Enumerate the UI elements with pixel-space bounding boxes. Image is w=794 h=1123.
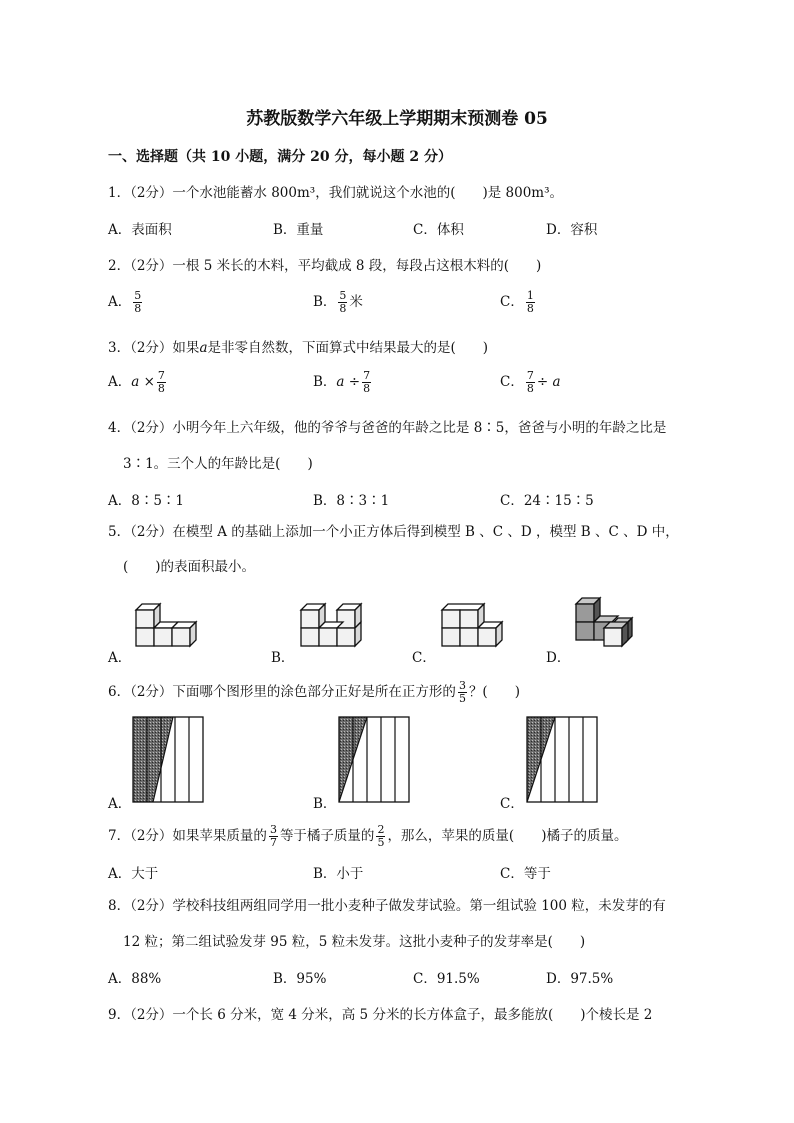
q3-option-c: C． $\frac{7}{8}$ ÷ a: [500, 369, 561, 395]
model-c-figure: [436, 600, 511, 660]
q7-option-c: C．等于: [500, 866, 551, 882]
square-b-figure: [338, 716, 410, 804]
fraction: $\frac{5}{8}$: [134, 289, 142, 315]
q7-option-b: B．小于: [313, 866, 364, 882]
fraction: $\frac{7}{8}$: [157, 369, 165, 395]
q3-option-a: A．a × $\frac{7}{8}$: [108, 369, 165, 395]
q1-option-b: B．重量: [273, 222, 324, 238]
fraction: $\frac{3}{7}$: [269, 823, 277, 849]
question-7: 7．（2分）如果苹果质量的 $\frac{3}{7}$ 等于橘子质量的 $\frac{2}{5}$ ，那么，苹果的质量( )橘子的质量。: [108, 823, 628, 849]
q2-option-c: C． $\frac{1}{8}$: [500, 289, 534, 315]
q1-option-c: C．体积: [413, 222, 464, 238]
question-1: 1．（2分）一个水池能蓄水 800m³，我们就说这个水池的( )是 800m³。: [108, 185, 564, 201]
fraction: $\frac{3}{5}$: [458, 679, 466, 705]
question-2: 2．（2分）一根 5 米长的木料，平均截成 8 段，每段占这根木料的( ): [108, 258, 542, 274]
q4-option-c: C．24∶15∶5: [500, 493, 594, 509]
q8-option-a: A．88%: [108, 971, 162, 987]
q4-option-a: A．8∶5∶1: [108, 493, 185, 509]
q3-option-b: B．a ÷ $\frac{7}{8}$: [313, 369, 371, 395]
model-b-figure: [295, 600, 370, 660]
model-d-figure: [570, 594, 650, 660]
q2-option-b: B． $\frac{5}{8}$ 米: [313, 289, 363, 315]
q2-option-a: A． $\frac{5}{8}$: [108, 289, 142, 315]
q8-option-d: D．97.5%: [546, 971, 614, 987]
question-5-line-2: ( )的表面积最小。: [123, 559, 256, 575]
fraction: $\frac{7}{8}$: [363, 369, 371, 395]
q4-option-b: B．8∶3∶1: [313, 493, 390, 509]
question-9-line-1: 9．（2分）一个长 6 分米，宽 4 分米，高 5 分米的长方体盒子，最多能放( )个棱长是 2: [108, 1007, 653, 1023]
q6-option-a: A．: [108, 796, 132, 812]
square-c-figure: [526, 716, 598, 804]
q7-option-a: A．大于: [108, 866, 159, 882]
q6-option-c: C．: [500, 796, 524, 812]
q5-option-c: C．: [412, 650, 436, 666]
question-4-line-2: 3∶1。三个人的年龄比是( ): [123, 456, 313, 472]
q1-option-a: A．表面积: [108, 222, 172, 238]
question-6: 6．（2分）下面哪个图形里的涂色部分正好是所在正方形的 $\frac{3}{5}$ ？( ): [108, 679, 520, 705]
q8-option-c: C．91.5%: [413, 971, 480, 987]
model-a-figure: [130, 602, 210, 660]
q5-option-a: A．: [108, 650, 132, 666]
fraction: $\frac{1}{8}$: [526, 289, 534, 315]
q5-option-d: D．: [546, 650, 571, 666]
page-title: 苏教版数学六年级上学期期末预测卷 05: [246, 109, 548, 129]
fraction: $\frac{2}{5}$: [377, 823, 385, 849]
question-3: 3．（2分）如果a是非零自然数，下面算式中结果最大的是( ): [108, 340, 489, 356]
q5-option-b: B．: [271, 650, 295, 666]
question-4-line-1: 4．（2分）小明今年上六年级，他的爷爷与爸爸的年龄之比是 8∶5，爸爸与小明的年龄之比是: [108, 420, 667, 436]
q8-option-b: B．95%: [273, 971, 327, 987]
question-5-line-1: 5．（2分）在模型 A 的基础上添加一个小正方体后得到模型 B 、C 、D ，模型 B 、C 、D 中，: [108, 524, 679, 540]
section-heading: 一、选择题（共 10 小题，满分 20 分，每小题 2 分）: [108, 149, 452, 165]
q1-option-d: D．容积: [546, 222, 598, 238]
question-8-line-2: 12 粒；第二组试验发芽 95 粒，5 粒未发芽。这批小麦种子的发芽率是( ): [123, 934, 586, 950]
question-8-line-1: 8．（2分）学校科技组两组同学用一批小麦种子做发芽试验。第一组试验 100 粒，未发芽的有: [108, 898, 666, 914]
fraction: $\frac{5}{8}$: [339, 289, 347, 315]
fraction: $\frac{7}{8}$: [526, 369, 534, 395]
q6-option-b: B．: [313, 796, 337, 812]
square-a-figure: [132, 716, 204, 804]
